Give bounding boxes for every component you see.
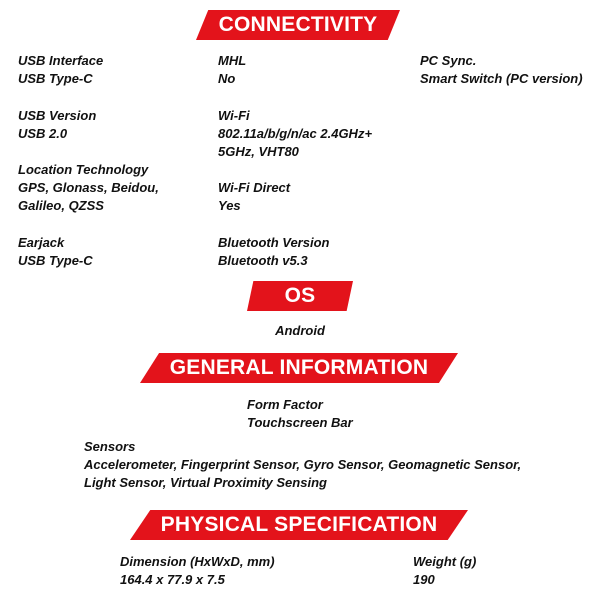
wifi-label: Wi-Fi (218, 108, 250, 123)
earjack-label: Earjack (18, 235, 65, 250)
location-value-line2: Galileo, QZSS (18, 198, 104, 213)
general-banner (140, 353, 458, 383)
physical-banner (130, 510, 468, 540)
earjack-value: USB Type-C (18, 253, 93, 268)
sensors-value-line2: Light Sensor, Virtual Proximity Sensing (84, 475, 327, 490)
bluetooth-value: Bluetooth v5.3 (218, 253, 308, 268)
weight-label: Weight (g) (413, 554, 477, 569)
connectivity-title: CONNECTIVITY (218, 13, 378, 36)
weight-value: 190 (413, 572, 435, 587)
mhl-value: No (218, 71, 236, 86)
bluetooth-label: Bluetooth Version (218, 235, 330, 250)
connectivity-banner (196, 10, 400, 40)
usb-interface-value: USB Type-C (18, 71, 93, 86)
form-factor-label: Form Factor (247, 397, 323, 412)
sensors-value-line1: Accelerometer, Fingerprint Sensor, Gyro Sensor, Geomagnetic Sensor, (84, 457, 522, 472)
usb-version-label: USB Version (18, 108, 97, 123)
dimension-value: 164.4 x 77.9 x 7.5 (120, 572, 225, 587)
os-banner (247, 281, 353, 311)
os-title: OS (284, 284, 316, 307)
location-label: Location Technology (18, 162, 149, 177)
pc-sync-value: Smart Switch (PC version) (420, 71, 583, 86)
wifi-value-line1: 802.11a/b/g/n/ac 2.4GHz+ (218, 126, 373, 141)
physical-title: PHYSICAL SPECIFICATION (160, 513, 438, 536)
sensors-label: Sensors (84, 439, 136, 454)
general-title: GENERAL INFORMATION (169, 356, 429, 379)
os-value: Android (275, 323, 325, 338)
form-factor-value: Touchscreen Bar (247, 415, 353, 430)
location-value-line1: GPS, Glonass, Beidou, (18, 180, 159, 195)
wifi-value-line2: 5GHz, VHT80 (218, 144, 299, 159)
usb-version-value: USB 2.0 (18, 126, 68, 141)
mhl-label: MHL (218, 53, 247, 68)
dimension-label: Dimension (HxWxD, mm) (120, 554, 275, 569)
wifi-direct-value: Yes (218, 198, 241, 213)
wifi-direct-label: Wi-Fi Direct (218, 180, 291, 195)
pc-sync-label: PC Sync. (420, 53, 477, 68)
usb-interface-label: USB Interface (18, 53, 104, 68)
